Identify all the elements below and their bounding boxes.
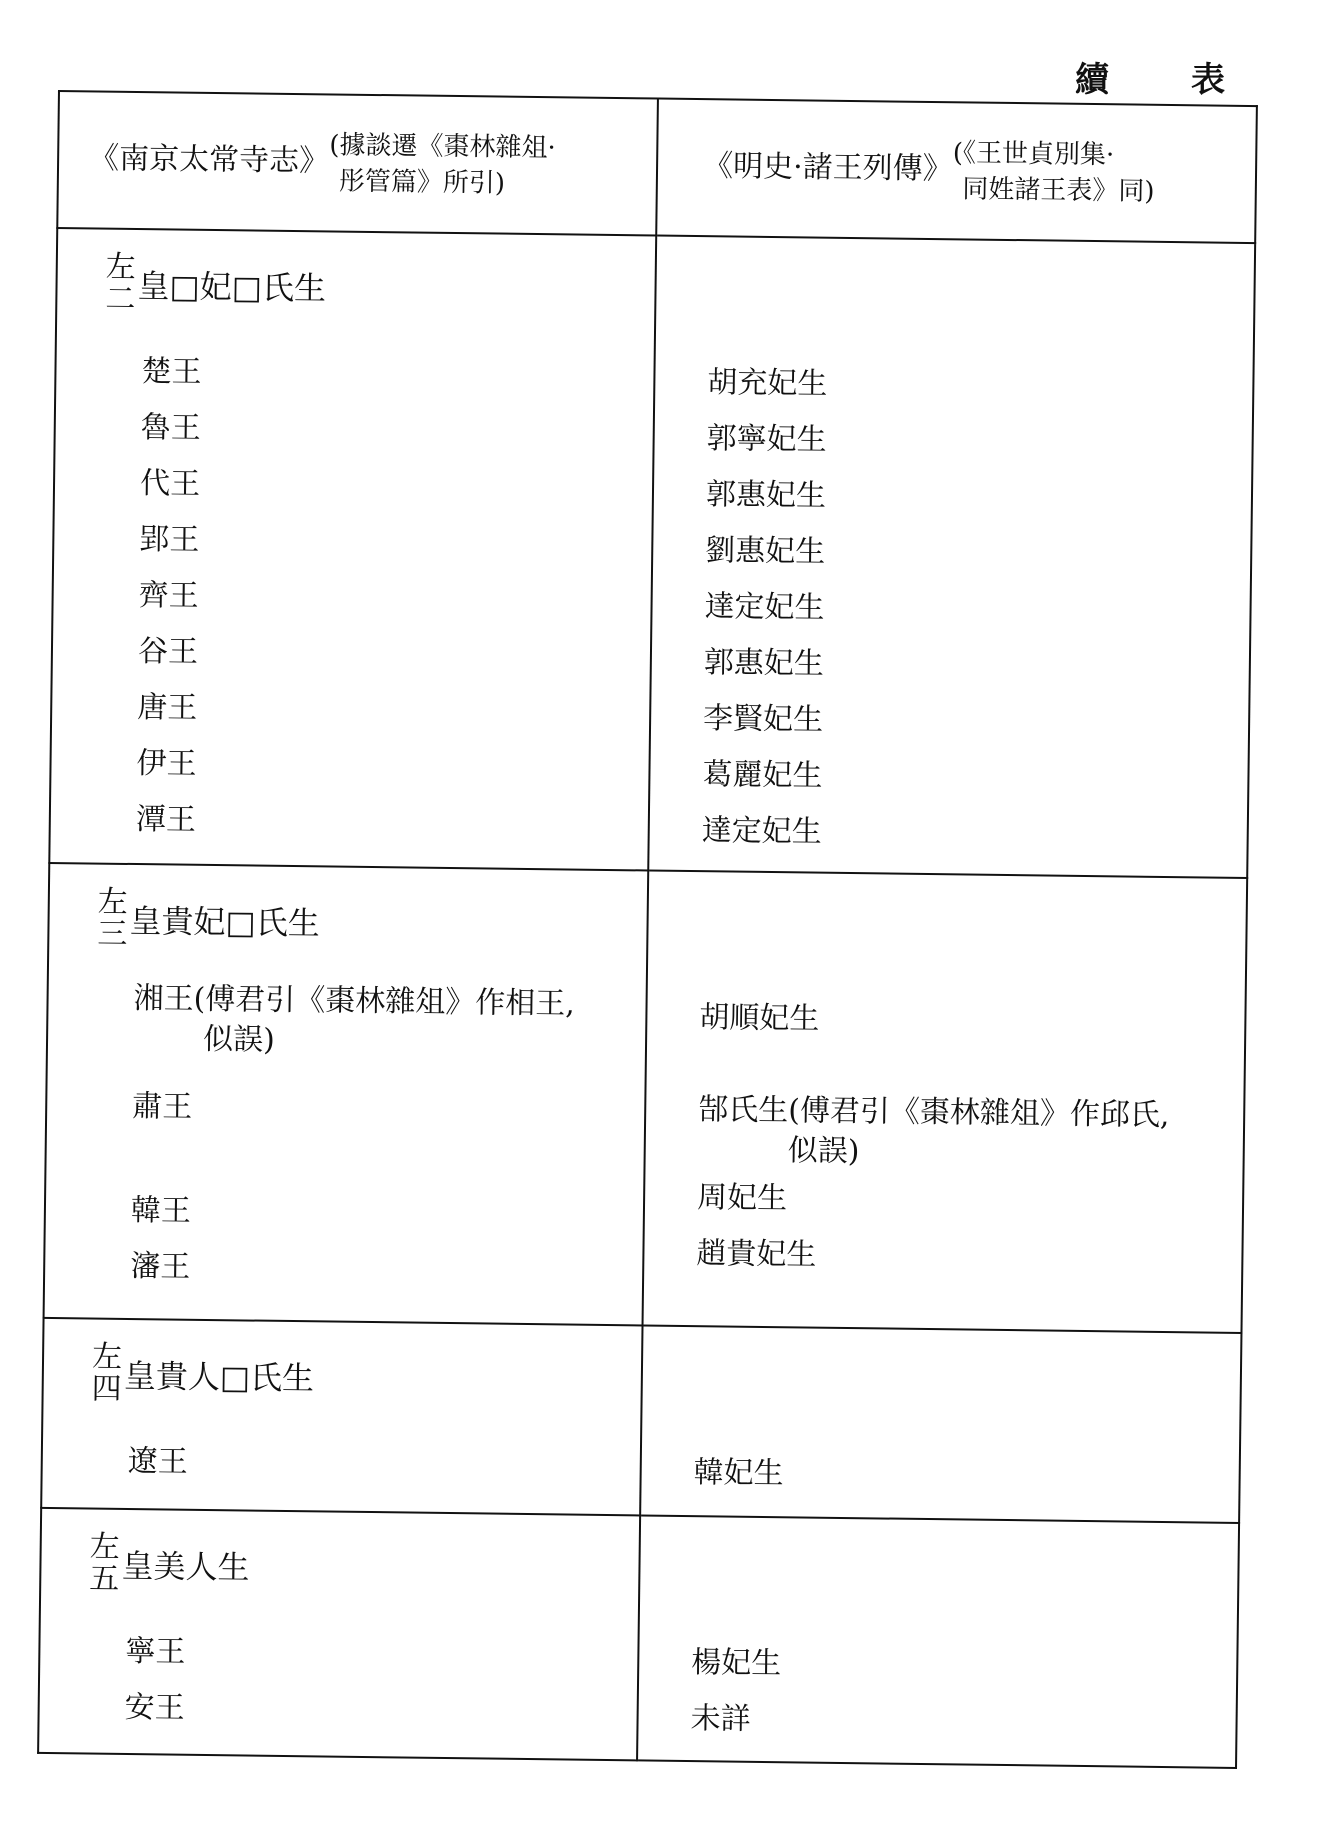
group-3-left-cell: [41, 1318, 642, 1516]
group-2-mothers: [644, 871, 1246, 1288]
list-item: 胡充妃生: [707, 365, 828, 402]
header-left-note: [329, 127, 556, 202]
list-item: 郭惠妃生: [705, 477, 827, 514]
group-3-princes: [42, 1433, 640, 1496]
group-1-right-cell: [648, 236, 1255, 878]
list-item: 韓妃生: [693, 1455, 784, 1492]
group-1-side-note: 左 二: [105, 249, 136, 317]
list-item: 達定妃生: [704, 589, 825, 626]
list-item: 潭王: [135, 802, 197, 838]
list-item: 郜氏生(傅君引《棗林雜俎》作邱氏, 似誤): [698, 1092, 1170, 1170]
list-item: 湘王(傅君引《棗林雜俎》作相王, 似誤): [133, 981, 576, 1058]
group-1-left-cell: [49, 228, 656, 870]
list-item: 趙貴妃生: [696, 1236, 817, 1273]
list-item: 伊王: [136, 746, 197, 782]
list-item: 齊王: [138, 578, 199, 614]
header-right-title: 《明史·諸王列傳》: [702, 148, 953, 187]
group-row-2: [44, 863, 1248, 1333]
header-left-note-line1: (據談遷《棗林雜俎·: [329, 129, 556, 163]
group-row-3: [41, 1318, 1241, 1523]
list-item: 劉惠妃生: [705, 533, 826, 570]
header-left-note-line2: 彤管篇》所引): [338, 166, 506, 199]
continued-table-label: 續 表: [1075, 60, 1249, 100]
list-item: 郭寧妃生: [706, 421, 827, 458]
group-4-princes: [39, 1623, 637, 1742]
list-item: 遼王: [127, 1443, 188, 1480]
group-3-label: 皇貴人□氏生: [123, 1356, 315, 1398]
header-right-cell: [656, 99, 1257, 244]
list-item: 谷王: [137, 634, 199, 670]
group-row-4: [38, 1508, 1239, 1768]
list-item: 寧王: [125, 1633, 186, 1670]
group-2-heading: [97, 884, 647, 958]
list-item: 安王: [124, 1689, 185, 1726]
group-4-heading: [89, 1529, 639, 1603]
list-item: 葛麗妃生: [702, 757, 823, 794]
group-2-side-note: 左 三: [97, 884, 129, 952]
list-item: 李賢妃生: [702, 701, 824, 738]
group-4-label: 皇美人生: [121, 1546, 250, 1587]
group-1-princes: [50, 343, 653, 854]
list-item: 郢王: [139, 522, 200, 558]
list-item: 達定妃生: [701, 813, 822, 850]
group-row-1: [49, 228, 1255, 878]
group-4-left-cell: [38, 1508, 640, 1761]
group-3-mothers: [641, 1326, 1240, 1507]
group-2-left-cell: [44, 863, 649, 1325]
group-3-side-note: 左 四: [91, 1339, 123, 1407]
list-item: 肅王: [132, 1089, 193, 1125]
group-2-label: 皇貴妃□氏生: [129, 901, 321, 943]
list-item: 代王: [139, 466, 201, 502]
group-3-right-cell: [640, 1325, 1241, 1523]
group-1-mothers: [649, 237, 1254, 866]
header-left-title: 《南京太常寺志》: [88, 140, 330, 179]
list-item: 周妃生: [696, 1180, 788, 1217]
genealogy-table: [37, 90, 1258, 1769]
header-row: [57, 91, 1257, 243]
group-2-princes: [45, 978, 646, 1301]
group-2-right-cell: [643, 870, 1248, 1332]
group-4-side-note: 左 五: [89, 1529, 120, 1597]
group-4-right-cell: [637, 1515, 1239, 1768]
header-right-note-line1: (《王世貞別集·: [952, 137, 1115, 170]
group-3-heading: [91, 1339, 641, 1413]
list-item: 魯王: [140, 410, 201, 446]
header-right-note: [952, 135, 1155, 210]
list-item: 郭惠妃生: [703, 645, 825, 682]
list-item: 韓王: [130, 1193, 192, 1229]
header-left-cell: [57, 91, 658, 236]
group-1-heading: [105, 249, 655, 323]
list-item: 楊妃生: [691, 1645, 782, 1682]
list-item: 瀋王: [130, 1249, 191, 1285]
list-item: 楚王: [141, 354, 202, 390]
group-4-mothers: [638, 1516, 1238, 1753]
list-item: 唐王: [137, 690, 198, 726]
list-item: 未詳: [690, 1701, 751, 1737]
list-item: 胡順妃生: [699, 1000, 820, 1037]
group-1-label: 皇□妃□氏生: [137, 267, 327, 308]
genealogy-table-wrapper: [37, 90, 1258, 1765]
header-right-note-line2: 同姓諸王表》同): [962, 173, 1155, 207]
